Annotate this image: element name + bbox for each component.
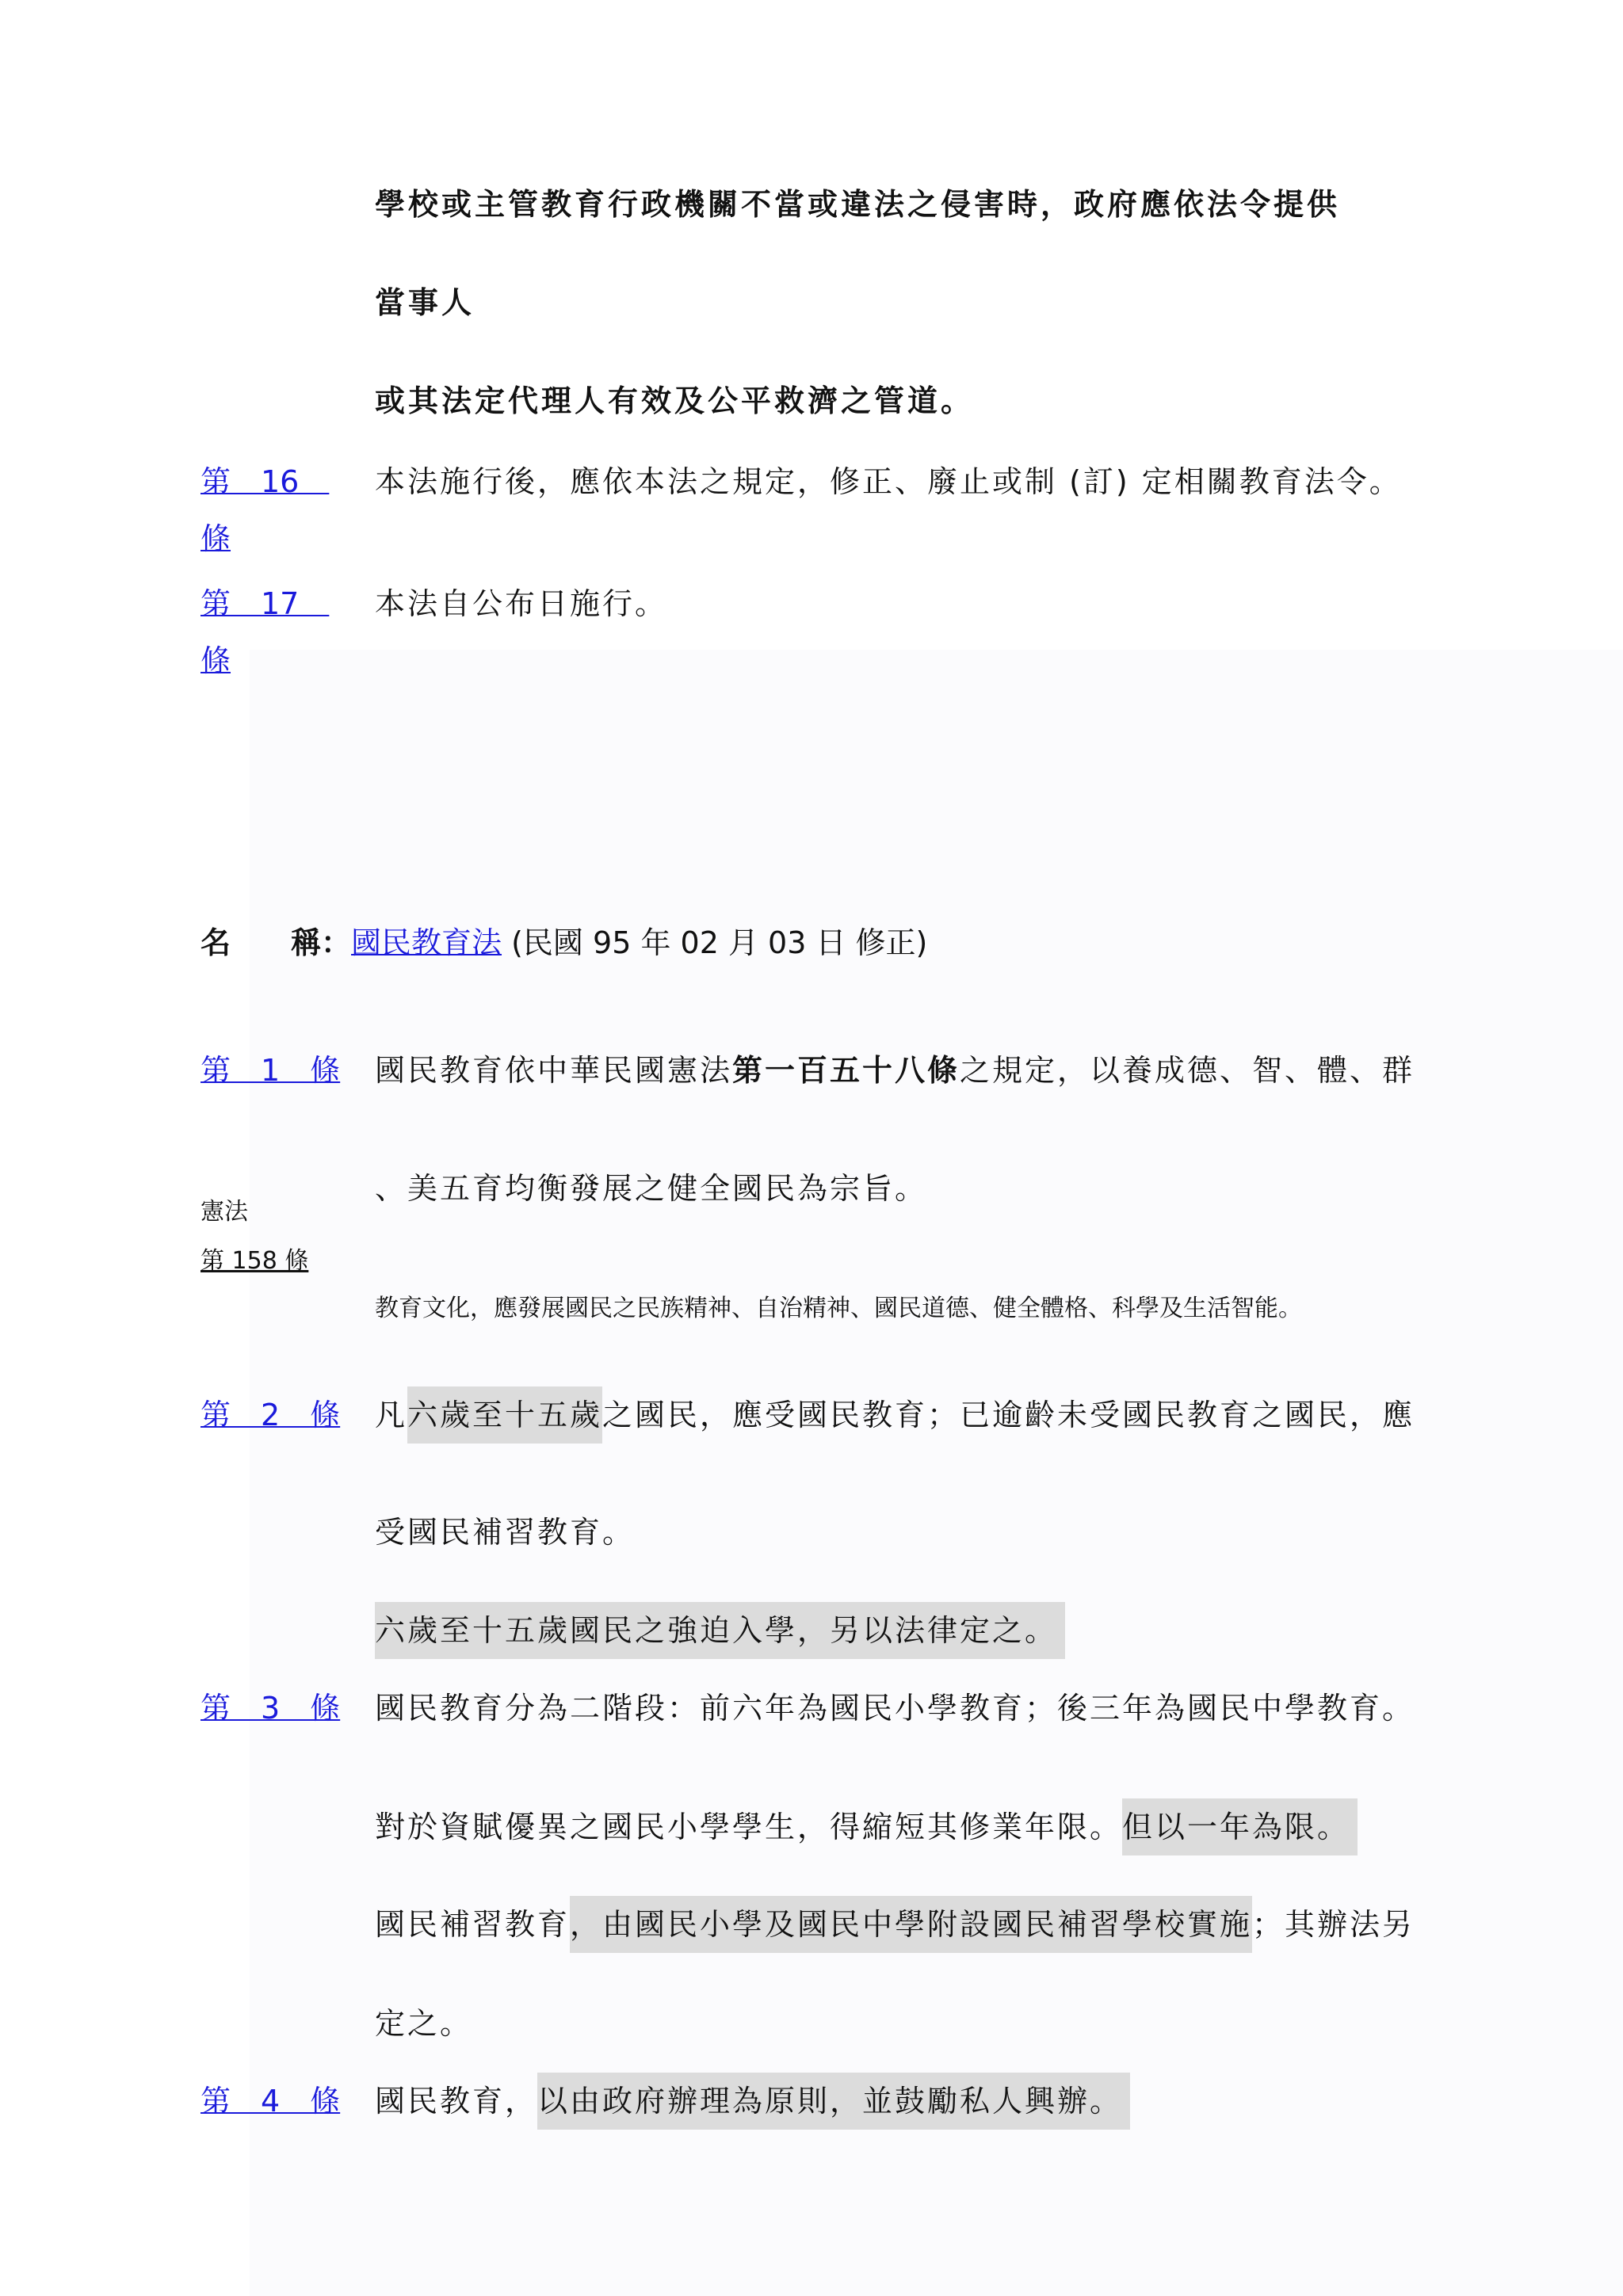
article-4-highlight-principle: 以由政府辦理為原則，並鼓勵私人興辦。 <box>537 2073 1130 2130</box>
article-3-line-3 <box>375 1905 1415 1943</box>
law-name-suffix: (民國 95 年 02 月 03 日 修正) <box>502 925 928 960</box>
article-4-line-1 <box>375 2082 1130 2120</box>
law-name-row <box>200 924 927 962</box>
article-2-highlight-age: 六歲至十五歲 <box>407 1386 602 1444</box>
article-1-line-2: 、美五育均衡發展之健全國民為宗旨。 <box>375 1171 928 1206</box>
article-2-link[interactable]: 第 2 條 <box>200 1398 341 1432</box>
clause-line-1: 學校或主管教育行政機關不當或違法之侵害時，政府應依法令提供 <box>375 187 1341 222</box>
page-shade <box>250 650 1623 2296</box>
article-2-line-2: 受國民補習教育。 <box>375 1515 636 1550</box>
article-3-line-3-pre: 國民補習教育 <box>375 1907 571 1942</box>
article-17-link-cont[interactable]: 條 <box>200 643 231 678</box>
clause-line-3: 或其法定代理人有效及公平救濟之管道。 <box>375 383 975 418</box>
article-2-line-1 <box>375 1396 1415 1434</box>
law-name-label: 名 稱： <box>200 925 352 960</box>
article-3-highlight-supplementary: ，由國民小學及國民中學附設國民補習學校實施 <box>570 1896 1252 1953</box>
article-16-link[interactable]: 第 16 <box>200 464 330 499</box>
law-name-link[interactable]: 國民教育法 <box>351 925 502 960</box>
article-3-highlight-limit: 但以一年為限。 <box>1122 1798 1358 1855</box>
article-1-text-post: 之規定，以養成德、智、體、群 <box>960 1053 1415 1088</box>
article-1-text-bold: 第一百五十八條 <box>732 1053 960 1088</box>
article-4-line-1-pre: 國民教育， <box>375 2084 538 2119</box>
ref-article-158-text: 教育文化，應發展國民之民族精神、自治精神、國民道德、健全體格、科學及生活智能。 <box>375 1295 1302 1322</box>
ref-article-158[interactable]: 第 158 條 <box>200 1247 309 1275</box>
article-3-line-4: 定之。 <box>375 2006 473 2041</box>
article-17-text: 本法自公布日施行。 <box>375 586 668 621</box>
article-3-link[interactable]: 第 3 條 <box>200 1691 341 1726</box>
article-16-text: 本法施行後，應依本法之規定，修正、廢止或制 (訂) 定相關教育法令。 <box>375 464 1402 499</box>
article-17-link[interactable]: 第 17 <box>200 586 330 621</box>
article-1-text-pre: 國民教育依中華民國憲法 <box>375 1053 733 1088</box>
article-3-line-2-pre: 對於資賦優異之國民小學學生，得縮短其修業年限。 <box>375 1810 1123 1844</box>
article-3-line-1: 國民教育分為二階段：前六年為國民小學教育；後三年為國民中學教育。 <box>375 1691 1415 1726</box>
article-2-line-1-post: 之國民，應受國民教育；已逾齡未受國民教育之國民，應 <box>602 1398 1415 1432</box>
clause-line-2: 當事人 <box>375 285 475 320</box>
article-2-line-1-pre: 凡 <box>375 1398 408 1432</box>
article-3-line-3-post: ；其辦法另 <box>1252 1907 1415 1942</box>
article-1-link[interactable]: 第 1 條 <box>200 1053 341 1088</box>
article-16-link-cont[interactable]: 條 <box>200 521 231 556</box>
ref-constitution: 憲法 <box>200 1198 248 1226</box>
article-4-link[interactable]: 第 4 條 <box>200 2084 341 2119</box>
article-2-highlight-enrollment: 六歲至十五歲國民之強迫入學，另以法律定之。 <box>375 1602 1065 1659</box>
article-1-line-1 <box>375 1051 1415 1089</box>
article-3-line-2 <box>375 1808 1358 1846</box>
article-2-line-3 <box>375 1611 1065 1650</box>
